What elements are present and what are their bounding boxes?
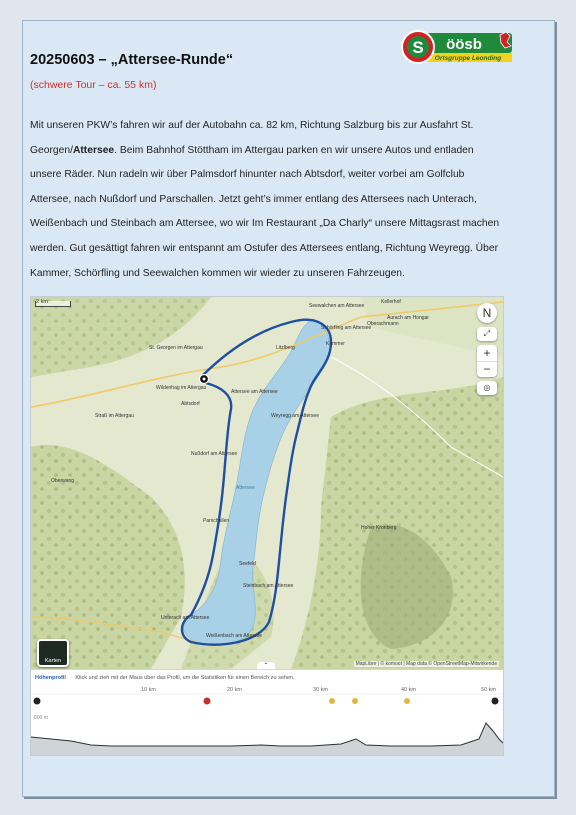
label-steinbach: Steinbach am Attersee: [243, 583, 294, 589]
profile-tick: 10 km: [141, 687, 156, 693]
label-unterach: Unterach am Attersee: [161, 615, 210, 621]
elevation-profile-label[interactable]: Höhenprofil: [35, 675, 66, 681]
desc-part-1: Mit unseren PKW’s fahren wir auf der Autobahn ca. 82 km, Richtung Salzburg bis zur Ausfahrt St. Georgen/: [30, 120, 474, 156]
profile-y-label: 600 m: [34, 715, 48, 721]
label-abtsdorf: Abtsdorf: [181, 401, 200, 407]
label-schoerfling: Schörfling am Attersee: [321, 325, 372, 331]
map-attribution: MapLibre | © komoot | Map data © OpenStreetMap-Mitwirkende: [355, 661, 497, 667]
map-type-label: Karten: [44, 658, 62, 664]
restaurant-waypoint-icon: [204, 698, 211, 705]
label-nussdorf: Nußdorf am Attersee: [191, 451, 238, 457]
label-oberachmann: Oberachmann: [367, 321, 399, 327]
highlight-waypoint-icon: [404, 698, 410, 704]
label-attersee: Attersee am Attersee: [231, 389, 278, 395]
label-seewalchen: Seewalchen am Attersee: [309, 303, 365, 309]
elevation-profile-header: [31, 669, 503, 686]
label-oberwang: Oberwang: [51, 478, 75, 484]
chevron-up-icon: ⌃: [263, 663, 269, 669]
map-type-switch[interactable]: [37, 639, 69, 667]
profile-tick: 20 km: [227, 687, 242, 693]
zoom-control: [477, 345, 497, 377]
label-parschallen: Parschallen: [203, 518, 230, 524]
start-marker-icon: [200, 375, 209, 384]
map-scale: 2 km: [35, 301, 71, 307]
logo-tagline: Ortsgruppe Leonding: [434, 55, 502, 62]
highlight-waypoint-icon: [352, 698, 358, 704]
tour-subtitle: (schwere Tour – ca. 55 km): [30, 79, 157, 91]
route-map[interactable]: [31, 297, 503, 669]
profile-tick: 30 km: [313, 687, 328, 693]
zoom-out-button[interactable]: −: [483, 362, 491, 376]
label-seefeld: Seefeld: [239, 561, 256, 567]
highlight-waypoint-icon: [329, 698, 335, 704]
label-aurach: Aurach am Hongar: [387, 315, 429, 321]
zoom-in-button[interactable]: +: [477, 345, 497, 362]
fullscreen-button[interactable]: [477, 327, 497, 341]
label-lake: Attersee: [236, 485, 255, 491]
compass-button[interactable]: [477, 303, 497, 323]
label-hoher-kronberg: Hoher Kronberg: [361, 525, 397, 531]
locate-icon: ◎: [483, 383, 491, 392]
waypoint-markers: [34, 698, 499, 705]
oesb-logo: [396, 29, 516, 65]
elevation-area: [31, 723, 503, 755]
fullscreen-icon: ⤢: [483, 329, 491, 338]
locate-button[interactable]: [477, 381, 497, 395]
profile-tick: 40 km: [401, 687, 416, 693]
profile-tick: 50 km: [481, 687, 496, 693]
label-strass: Straß im Attergau: [95, 413, 134, 419]
tour-description: [30, 114, 504, 286]
label-kellerhof: Kellerhof: [381, 299, 401, 305]
label-st-georgen: St. Georgen im Attergau: [149, 345, 203, 351]
elevation-profile-hint: Klick und zieh mit der Maus über das Profil, um die Statistiken für einen Bereich zu sehen.: [75, 675, 295, 681]
label-weyregg: Weyregg am Attersee: [271, 413, 319, 419]
desc-part-2: . Beim Bahnhof Stöttham im Attergau parken en wir unsere Autos und entladen unsere Räder. Nun radeln wir über Palmsdorf hinunter nach Abtsdorf, weiter vorbei am Golfclub Attersee, nach Nußdorf und Parschallen. Jetzt geht’s immer entlang des Attersees nach Unterach, Weißenbach und Steinbach am Attersee, wo wir Im Restaurant „Da Charly“ unsere Mittagsrast machen werden. Gut gesättigt fahren wir entspannt am Ostufer des Attersees entlang, Richtung Weyregg. Über Kammer, Schörfling und Seewalchen kommen wir wieder zu unseren Fahrzeugen.: [30, 144, 500, 279]
label-litzlberg: Litzlberg: [276, 345, 295, 351]
start-waypoint-icon: [34, 698, 41, 705]
desc-bold: Attersee: [72, 144, 115, 156]
route-map-panel: [30, 296, 504, 756]
end-waypoint-icon: [492, 698, 499, 705]
label-weissenbach: Weißenbach am Attersee: [206, 633, 263, 639]
svg-text:S: S: [412, 38, 424, 57]
label-wildenhag: Wildenhag im Attergau: [156, 385, 207, 391]
page-title: 20250603 – „Attersee-Runde“: [30, 52, 234, 68]
compass-icon: N: [482, 306, 492, 320]
elevation-profile[interactable]: [31, 685, 503, 755]
label-kammer: Kammer: [326, 341, 345, 347]
logo-text: öösb: [446, 36, 482, 53]
